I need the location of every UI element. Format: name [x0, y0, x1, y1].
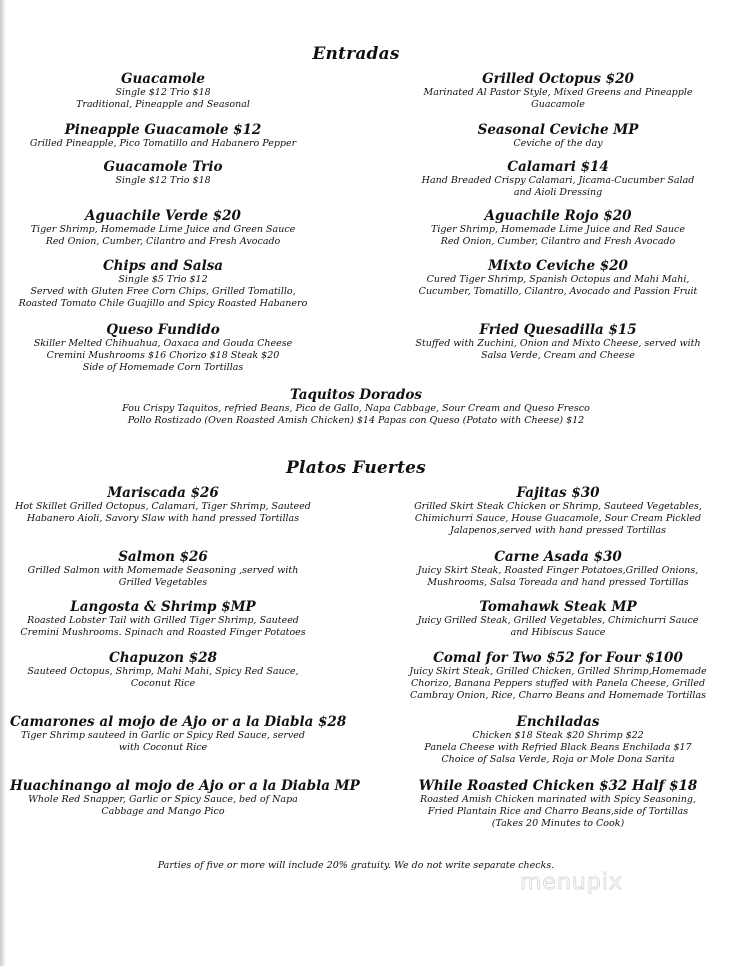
- item-name: Huachinango al mojo de Ajo or a la Diabla MP: [10, 778, 360, 794]
- desc-line: and Hibiscus Sauce: [510, 627, 606, 638]
- item-description: [402, 175, 714, 199]
- item-description: [402, 501, 714, 537]
- menu-item: [402, 322, 714, 362]
- desc-line: Red Onion, Cumber, Cilantro and Fresh Avocado: [45, 236, 281, 247]
- desc-line: Jalapenos,served with hand pressed Tortillas: [450, 525, 666, 536]
- item-description: [402, 565, 714, 589]
- desc-line: Tiger Shrimp, Homemade Lime Juice and Red Sauce: [431, 224, 685, 235]
- desc-line: Red Onion, Cumber, Cilantro and Fresh Avocado: [440, 236, 676, 247]
- menu-item: [402, 258, 714, 298]
- item-description: [402, 87, 714, 111]
- desc-line: Juicy Skirt Steak, Roasted Finger Potatoes,Grilled Onions,: [417, 565, 699, 576]
- menu-item: [10, 122, 316, 150]
- item-name: Queso Fundido: [106, 322, 220, 338]
- menu-item: [10, 714, 347, 754]
- menu-item: [10, 71, 316, 111]
- item-name: Langosta & Shrimp $MP: [70, 599, 256, 615]
- desc-line: Roasted Tomato Chile Guajillo and Spicy Roasted Habanero: [18, 298, 308, 309]
- item-description: [402, 794, 714, 830]
- item-description: [402, 138, 714, 150]
- item-name: While Roasted Chicken $32 Half $18: [418, 778, 698, 794]
- item-name: Grilled Octopus $20: [482, 71, 634, 87]
- item-description: [10, 224, 316, 248]
- menupix-watermark: menupix: [520, 870, 623, 895]
- menu-item: [402, 122, 714, 150]
- desc-line: Guacamole: [531, 99, 585, 110]
- desc-line: Single $12 Trio $18: [115, 87, 211, 98]
- desc-line: Choice of Salsa Verde, Roja or Mole Dona Sarita: [441, 754, 675, 765]
- item-description: [10, 615, 316, 639]
- desc-line: Cabbage and Mango Pico: [101, 806, 225, 817]
- desc-line: Grilled Skirt Steak Chicken or Shrimp, Sauteed Vegetables,: [414, 501, 702, 512]
- desc-line: Cambray Onion, Rice, Charro Beans and Homemade Tortillas: [409, 690, 706, 701]
- gratuity-note: Parties of five or more will include 20% gratuity. We do not write separate checks.: [157, 860, 555, 871]
- desc-line: Traditional, Pineapple and Seasonal: [76, 99, 250, 110]
- desc-line: Cremini Mushrooms. Spinach and Roasted Finger Potatoes: [20, 627, 306, 638]
- menu-item: [10, 599, 316, 639]
- desc-line: Juicy Skirt Steak, Grilled Chicken, Grilled Shrimp,Homemade: [409, 666, 707, 677]
- desc-line: Grilled Salmon with Momemade Seasoning ,served with: [27, 565, 299, 576]
- menu-item: [402, 71, 714, 111]
- desc-line: Whole Red Snapper, Garlic or Spicy Sauce, bed of Napa: [28, 794, 298, 805]
- item-name: Salmon $26: [118, 549, 208, 565]
- item-name: Carne Asada $30: [494, 549, 622, 565]
- desc-line: with Coconut Rice: [118, 742, 208, 753]
- item-name: Mariscada $26: [107, 485, 219, 501]
- desc-line: Mushrooms, Salsa Toreada and hand pressed Tortillas: [427, 577, 689, 588]
- menu-item: [10, 258, 316, 310]
- desc-line: Habanero Aioli, Savory Slaw with hand pressed Tortillas: [26, 513, 300, 524]
- item-description: [10, 274, 316, 310]
- menu-item: [10, 650, 316, 690]
- desc-line: Coconut Rice: [130, 678, 196, 689]
- menu-item: [10, 322, 316, 374]
- desc-line: Grilled Vegetables: [118, 577, 208, 588]
- item-description: [10, 87, 316, 111]
- desc-line: Stuffed with Zuchini, Onion and Mixto Cheese, served with: [415, 338, 701, 349]
- desc-line: Grilled Pineapple, Pico Tomatillo and Habanero Pepper: [29, 138, 297, 149]
- menu-item: [402, 549, 714, 589]
- desc-line: Chicken $18 Steak $20 Shrimp $22: [472, 730, 644, 741]
- desc-line: Fou Crispy Taquitos, refried Beans, Pico de Gallo, Napa Cabbage, Sour Cream and Queso Fresco: [122, 403, 590, 414]
- desc-line: and Aioli Dressing: [513, 187, 603, 198]
- menu-item: [402, 208, 714, 248]
- desc-line: Sauteed Octopus, Shrimp, Mahi Mahi, Spicy Red Sauce,: [27, 666, 299, 677]
- item-name: Fried Quesadilla $15: [479, 322, 637, 338]
- item-name: Aguachile Verde $20: [85, 208, 241, 224]
- desc-line: Roasted Amish Chicken marinated with Spicy Seasoning,: [420, 794, 696, 805]
- desc-line: Cremini Mushrooms $16 Chorizo $18 Steak $20: [46, 350, 280, 361]
- menu-item: [402, 159, 714, 199]
- menu-item: [10, 208, 316, 248]
- menu-item: [402, 485, 714, 537]
- item-name: Guacamole Trio: [103, 159, 223, 175]
- menu-item: [402, 650, 714, 702]
- desc-line: Chorizo, Banana Peppers stuffed with Panela Cheese, Grilled: [410, 678, 706, 689]
- item-name: Calamari $14: [507, 159, 609, 175]
- page-edge-shadow: [0, 0, 6, 966]
- desc-line: Tiger Shrimp sauteed in Garlic or Spicy Red Sauce, served: [20, 730, 306, 741]
- menu-item: [402, 599, 714, 639]
- item-name: Guacamole: [120, 71, 206, 87]
- item-name: Chips and Salsa: [102, 258, 224, 274]
- menu-item: [10, 159, 316, 187]
- desc-line: Hot Skillet Grilled Octopus, Calamari, Tiger Shrimp, Sauteed: [15, 501, 311, 512]
- platos-fuertes-title: Platos Fuertes: [286, 458, 426, 478]
- desc-line: Chimichurri Sauce, House Guacamole, Sour Cream Pickled: [414, 513, 702, 524]
- desc-line: (Takes 20 Minutes to Cook): [491, 818, 625, 829]
- item-name: Seasonal Ceviche MP: [477, 122, 639, 138]
- desc-line: Hand Breaded Crispy Calamari, Jicama-Cucumber Salad: [421, 175, 695, 186]
- desc-line: Salsa Verde, Cream and Cheese: [481, 350, 635, 361]
- item-name: Comal for Two $52 for Four $100: [433, 650, 683, 666]
- item-name: Fajitas $30: [516, 485, 600, 501]
- item-name: Tomahawk Steak MP: [479, 599, 637, 615]
- item-description: [402, 274, 714, 298]
- desc-line: Juicy Grilled Steak, Grilled Vegetables, Chimichurri Sauce: [417, 615, 699, 626]
- desc-line: Skiller Melted Chihuahua, Oaxaca and Gouda Cheese: [33, 338, 293, 349]
- desc-line: Cucumber, Tomatillo, Cilantro, Avocado and Passion Fruit: [418, 286, 698, 297]
- desc-line: Cured Tiger Shrimp, Spanish Octopus and Mahi Mahi,: [426, 274, 690, 285]
- item-description: [10, 175, 316, 187]
- menu-item: [10, 549, 316, 589]
- entradas-title: Entradas: [312, 44, 400, 64]
- item-description: [402, 730, 714, 766]
- item-description: [402, 338, 714, 362]
- desc-line: Single $12 Trio $18: [115, 175, 211, 186]
- menu-item: [50, 387, 662, 427]
- menu-item: [402, 778, 714, 830]
- item-description: [402, 224, 714, 248]
- menu-item: [10, 778, 360, 818]
- item-name: Chapuzon $28: [109, 650, 217, 666]
- menu-item: [10, 485, 316, 525]
- item-description: [10, 565, 316, 589]
- item-description: [10, 794, 316, 818]
- desc-line: Ceviche of the day: [513, 138, 603, 149]
- item-name: Aguachile Rojo $20: [484, 208, 632, 224]
- item-name: Mixto Ceviche $20: [488, 258, 628, 274]
- desc-line: Served with Gluten Free Corn Chips, Grilled Tomatillo,: [30, 286, 296, 297]
- item-name: Taquitos Dorados: [289, 387, 423, 403]
- item-description: [402, 666, 714, 702]
- desc-line: Tiger Shrimp, Homemade Lime Juice and Green Sauce: [30, 224, 296, 235]
- item-name: Enchiladas: [516, 714, 600, 730]
- desc-line: Side of Homemade Corn Tortillas: [82, 362, 244, 373]
- item-description: [402, 615, 714, 639]
- item-description: [50, 403, 662, 427]
- item-description: [10, 138, 316, 150]
- item-name: Camarones al mojo de Ajo or a la Diabla $28: [10, 714, 347, 730]
- menu-item: [402, 714, 714, 766]
- desc-line: Single $5 Trio $12: [118, 274, 208, 285]
- item-description: [10, 338, 316, 374]
- desc-line: Fried Plantain Rice and Charro Beans,side of Tortillas: [427, 806, 689, 817]
- item-description: [10, 730, 316, 754]
- desc-line: Panela Cheese with Refried Black Beans Enchilada $17: [424, 742, 692, 753]
- desc-line: Roasted Lobster Tail with Grilled Tiger Shrimp, Sauteed: [27, 615, 299, 626]
- item-name: Pineapple Guacamole $12: [64, 122, 262, 138]
- item-description: [10, 666, 316, 690]
- desc-line: Marinated Al Pastor Style, Mixed Greens and Pineapple: [423, 87, 693, 98]
- desc-line: Pollo Rostizado (Oven Roasted Amish Chicken) $14 Papas con Queso (Potato with Cheese) $12: [127, 415, 585, 426]
- item-description: [10, 501, 316, 525]
